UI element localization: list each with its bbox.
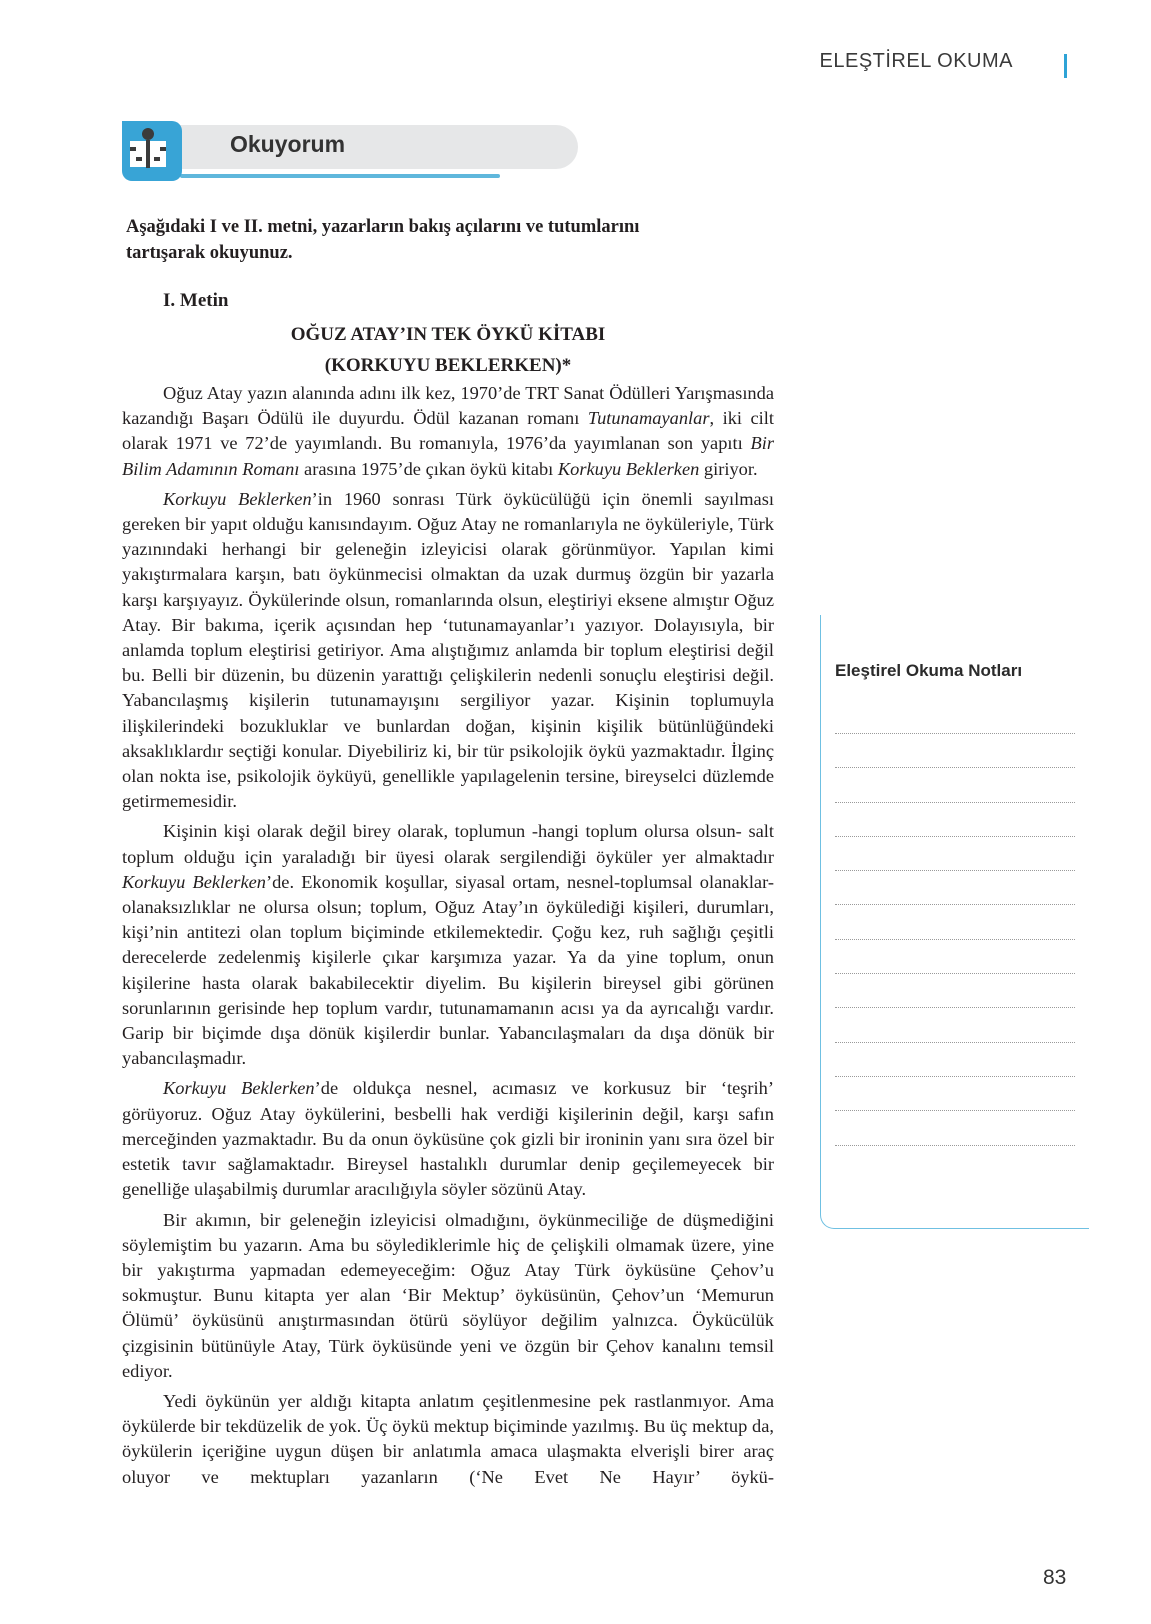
note-line	[835, 836, 1075, 870]
banner-background	[162, 125, 578, 169]
note-line	[835, 939, 1075, 973]
italic-title: Tutunamayanlar	[587, 408, 710, 429]
paragraph-text: Bir akımın, bir geleneğin izleyicisi olmadığını, öykünmeciliğe de düşmediğini söylemiştim bu yazarın. Ama bu söylediklerimle hiç de çelişkili olmamak üzere, yine bir yakıştırma yapmadan edemeyeceğim: Oğuz Atay Türk öyküsüne Çehov’u sokmuştur. Bunu kitapta yer alan ‘Bir Mektup’ öyküsünün, Çehov’un ‘Memurun Ölümü’ öyküsünü anıştırmasından ötürü söylüyor değilim yalnızca. Öykücülük çizgisinin bütünüyle Atay, Türk öyküsünde yeni ve özgün bir Çehov kanalını temsil ediyor.	[122, 1209, 774, 1381]
paragraph-text: giriyor.	[699, 458, 758, 479]
paragraph-text: ’in 1960 sonrası Türk öykücülüğü için önemli sayılması gereken bir yapıt olduğu kanısındayım. Oğuz Atay ne romanlarıyla ne öyküleriyle, Türk yazınındaki herhangi bir geleneğin izleyicisi olarak görünmüyor. Yapılan kimi yakıştırmalara karşın, batı öykünmecisi olmaktan da uzak durmuş özgün bir yazarla karşı karşıyayız. Öykülerinde olsun, romanlarında olsun, eleştiriyi eksene almıştır Oğuz Atay. Bir bakıma, içerik açısından hep ‘tutunamayanlar’ı yazıyor. Dolayısıyla, bir anlamda toplum eleştirisi getiriyor. Ama alıştığımız anlamda bir toplum eleştirisi değil bu. Belli bir düzenin, bu düzenin yarattığı çelişkilerin nedenli sonuçlu eleştirisi değil. Yabancılaşmış kişilerin tutunamayışını sergiliyor yazar. Kişinin toplumuyla ilişkilerindeki bozukluklar ve bunlardan doğan, kişinin kişilik bütünlüğündeki aksaklıklardır seçtiği konular. Diyebiliriz ki, bir tür psikolojik öykü yazmaktadır. İlginç olan nokta ise, psikolojik öyküyü, genellikle yapılagelenin tersine, bireyselci düzlemde getirmemesidir.	[122, 488, 774, 812]
text-label: I. Metin	[163, 290, 229, 311]
paragraph	[122, 819, 774, 1071]
reading-icon	[122, 121, 182, 181]
section-banner	[122, 125, 578, 183]
note-line	[835, 1042, 1075, 1076]
paragraph	[122, 1389, 774, 1490]
paragraph	[122, 381, 774, 482]
page-number: 83	[1043, 1566, 1067, 1589]
italic-title: Korkuyu Beklerken	[163, 488, 312, 509]
note-line	[835, 767, 1075, 801]
note-line	[835, 1007, 1075, 1041]
critical-reading-notes-panel	[820, 615, 1089, 1229]
paragraph-text: , iki cilt olarak 1971 ve 72’de yayımlandı. Bu romanıyla, 1976’da yayımlanan son yapıtı	[122, 408, 774, 454]
section-title: ELEŞTİREL OKUMA	[819, 50, 1013, 72]
paragraph-text: ’de oldukça nesnel, acımasız ve korkusuz bir ‘teşrih’ görüyoruz. Oğuz Atay öykülerini, besbelli hak verdiği kişilerinin değil, karşı safın merceğinden yazmaktadır. Bu da onun öyküsüne çok gizli bir ironinin yanı sıra özel bir estetik tavır sağlamaktadır. Bireysel hastalıklı durumlar denip geçilemeyecek bir genelliğe ulaşabilmiş durumlar aracılığıyla söyler sözünü Atay.	[122, 1078, 774, 1200]
paragraph-text: Kişinin kişi olarak değil birey olarak, toplumun -hangi toplum olursa olsun- salt toplum olduğu için yaraladığı bir üyesi olarak sergilendiği öyküler yer almaktadır	[122, 821, 774, 867]
paragraph	[122, 1076, 774, 1202]
note-line	[835, 1076, 1075, 1110]
story-title-line-1: OĞUZ ATAY’IN TEK ÖYKÜ KİTABI	[290, 324, 606, 345]
paragraph	[122, 487, 774, 815]
italic-title: Korkuyu Beklerken	[557, 458, 700, 479]
article-body	[122, 381, 774, 1495]
reading-instruction: Aşağıdaki I ve II. metni, yazarların bakış açılarını ve tutumlarını tartışarak okuyunuz.	[126, 217, 640, 263]
note-line	[835, 802, 1075, 836]
paragraph-text: Yedi öykünün yer aldığı kitapta anlatım çeşitlenmesine pek rastlanmıyor. Ama öykülerde bir tekdüzelik de yok. Üç öykü mektup biçiminde yazılmış. Bu üç mektup da, öykülerin içeriğine uygun düşen bir anlatımla amaca ulaşmakta elverişli birer araç oluyor ve mektupları yazanların (‘Ne Evet Ne Hayır’ öykü-	[122, 1390, 774, 1487]
italic-title: Bir Bilim Adamının Romanı	[122, 433, 774, 479]
italic-title: Korkuyu Beklerken	[163, 1078, 315, 1099]
note-line	[835, 973, 1075, 1007]
story-title-line-2: (KORKUYU BEKLERKEN)*	[324, 355, 572, 376]
banner-title: Okuyorum	[230, 131, 346, 157]
paragraph-text: arasına 1975’de çıkan öykü kitabı	[299, 458, 558, 479]
notes-title: Eleştirel Okuma Notları	[835, 661, 1023, 680]
story-title	[122, 319, 774, 381]
paragraph-text: ’de. Ekonomik koşullar, siyasal ortam, nesnel-toplumsal olanaklar-olanaksızlıklar ne olursa olsun; toplum, Oğuz Atay’ın öykülediği kişileri, durumları, kişi’nin antitezi olan toplum biçiminde etkilemektedir. Çoğu kez, ruh sağlığı çeşitli derecelerde zedelenmiş kişilerle çıkar karşımıza yazar. Ya da yine toplum, onun kişilerine hasta olarak bakabilecektir diyelim. Bu kişilerin bireysel gibi görünen sorunlarının gerisinde hep toplum vardır, tutunamamanın acısı ya da ayrıcalığı vardır. Garip bir biçimde dışa dönük kişilerdir bunlar. Yabancılaşmaları da dışa dönük bir yabancılaşmadır.	[122, 871, 774, 1069]
note-line	[835, 904, 1075, 938]
header-accent-bar	[1064, 54, 1067, 78]
banner-underline	[180, 174, 500, 178]
note-line	[835, 1110, 1075, 1144]
note-line	[835, 733, 1075, 767]
paragraph-text: Oğuz Atay yazın alanında adını ilk kez, 1970’de TRT Sanat Ödülleri Yarışmasında kazandığı Başarı Ödülü ile duyurdu. Ödül kazanan romanı	[122, 383, 774, 429]
paragraph	[122, 1208, 774, 1384]
italic-title: Korkuyu Beklerken	[122, 871, 266, 892]
note-line	[835, 1145, 1075, 1179]
note-line	[835, 870, 1075, 904]
notes-lines	[835, 733, 1075, 1179]
